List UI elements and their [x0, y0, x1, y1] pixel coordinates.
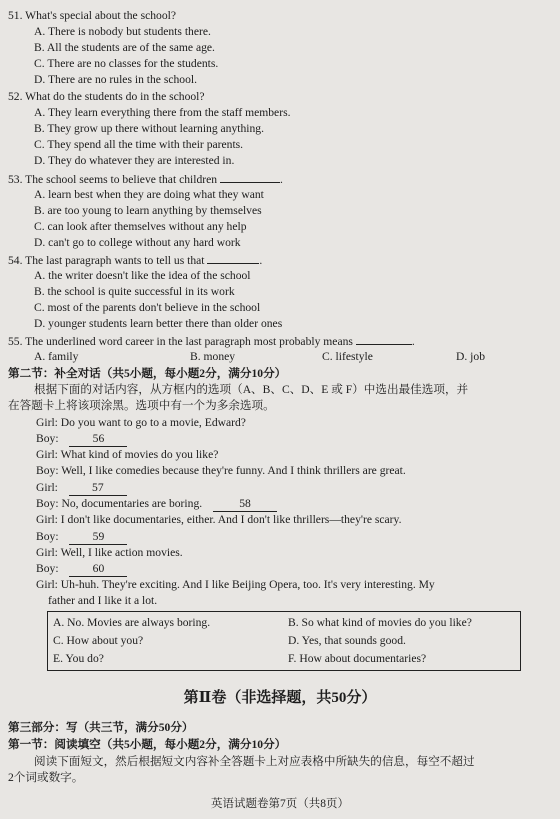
options-box: [47, 611, 521, 671]
dialogue-line-12: father and I like it a lot.: [48, 594, 158, 607]
option-d: D. Yes, that sounds good.: [288, 634, 406, 647]
option-f: F. How about documentaries?: [288, 652, 427, 665]
blank-60: 60: [69, 562, 127, 577]
section3-instr-2: 2个词或数字。: [8, 771, 84, 784]
q54-option-a: A. the writer doesn't like the idea of the school: [34, 269, 251, 282]
dialogue-line-8: Boy: 59: [36, 530, 127, 545]
q53-stem: 53. The school seems to believe that children: [8, 173, 218, 186]
dialogue-line-11: Girl: Uh-huh. They're exciting. And I like Beijing Opera, too. It's very interesting. My: [36, 578, 435, 591]
q53-stem-line: 53. The school seems to believe that children .: [8, 173, 283, 186]
part2-title: 第Ⅱ卷（非选择题，共50分）: [183, 690, 377, 706]
q55-stem: 55. The underlined word career in the last paragraph most probably means: [8, 335, 353, 348]
blank-59: 59: [69, 530, 127, 545]
q54-blank: [207, 253, 259, 264]
dialogue-line-4: Boy: Well, I like comedies because they're funny. And I think thrillers are great.: [36, 464, 406, 477]
page-footer: 英语试题卷第7页（共8页）: [211, 798, 349, 810]
q54-stem-line: 54. The last paragraph wants to tell us that .: [8, 254, 263, 267]
q55-option-a: A. family: [34, 350, 79, 363]
option-e: E. You do?: [53, 652, 104, 665]
q52-option-a: A. They learn everything there from the staff members.: [34, 106, 291, 119]
q51-option-c: C. There are no classes for the students.: [34, 57, 219, 70]
q55-stem-line: 55. The underlined word career in the last paragraph most probably means .: [8, 335, 415, 348]
q52-option-d: D. They do whatever they are interested in.: [34, 154, 235, 167]
dialogue-line-5: Girl: 57: [36, 481, 127, 496]
q53-option-d: D. can't go to college without any hard work: [34, 236, 241, 249]
option-a: A. No. Movies are always boring.: [53, 616, 211, 629]
q52-option-c: C. They spend all the time with their parents.: [34, 138, 244, 151]
section3-instr-1: 阅读下面短文，然后根据短文内容补全答题卡上对应表格中所缺失的信息，每空不超过: [34, 755, 475, 768]
q52-stem: 52. What do the students do in the school?: [8, 90, 205, 103]
dialogue-line-1: Girl: Do you want to go to a movie, Edward?: [36, 416, 246, 429]
q53-option-a: A. learn best when they are doing what they want: [34, 188, 264, 201]
q52-option-b: B. They grow up there without learning anything.: [34, 122, 265, 135]
q55-option-c: C. lifestyle: [322, 350, 373, 363]
q54-option-d: D. younger students learn better there than older ones: [34, 317, 283, 330]
q51-option-a: A. There is nobody but students there.: [34, 25, 211, 38]
q51-option-b: B. All the students are of the same age.: [34, 41, 215, 54]
q53-blank: [220, 172, 280, 183]
q53-option-b: B. are too young to learn anything by themselves: [34, 204, 262, 217]
blank-56: 56: [69, 432, 127, 447]
q54-stem: 54. The last paragraph wants to tell us that: [8, 254, 205, 267]
section2-instr-2: 在答题卡上将该项涂黑。选项中有一个为多余选项。: [8, 399, 275, 412]
option-b: B. So what kind of movies do you like?: [288, 616, 472, 629]
section2-title: 第二节：补全对话（共5小题，每小题2分，满分10分）: [8, 367, 287, 380]
option-c: C. How about you?: [53, 634, 144, 647]
section2-instr-1: 根据下面的对话内容，从方框内的选项（A、B、C、D、E 或 F）中选出最佳选项，并: [34, 383, 469, 396]
q51-option-d: D. There are no rules in the school.: [34, 73, 198, 86]
blank-58: 58: [213, 497, 277, 512]
dialogue-line-3: Girl: What kind of movies do you like?: [36, 448, 219, 461]
q55-option-d: D. job: [456, 350, 485, 363]
section3-subtitle: 第一节：阅读填空（共5小题，每小题2分，满分10分）: [8, 738, 287, 751]
dialogue-line-7: Girl: I don't like documentaries, either. And I don't like thrillers—they're scary.: [36, 513, 402, 526]
blank-57: 57: [69, 481, 127, 496]
q53-option-c: C. can look after themselves without any help: [34, 220, 247, 233]
dialogue-line-2: Boy: 56: [36, 432, 127, 447]
q51-stem: 51. What's special about the school?: [8, 9, 177, 22]
q55-blank: [356, 334, 412, 345]
q54-option-c: C. most of the parents don't believe in the school: [34, 301, 261, 314]
dialogue-line-6: Boy: No, documentaries are boring. 58: [36, 497, 277, 512]
dialogue-line-10: Boy: 60: [36, 562, 127, 577]
dialogue-line-9: Girl: Well, I like action movies.: [36, 546, 183, 559]
q54-option-b: B. the school is quite successful in its work: [34, 285, 235, 298]
section3-title: 第三部分：写（共三节，满分50分）: [8, 721, 194, 734]
q55-option-b: B. money: [190, 350, 236, 363]
